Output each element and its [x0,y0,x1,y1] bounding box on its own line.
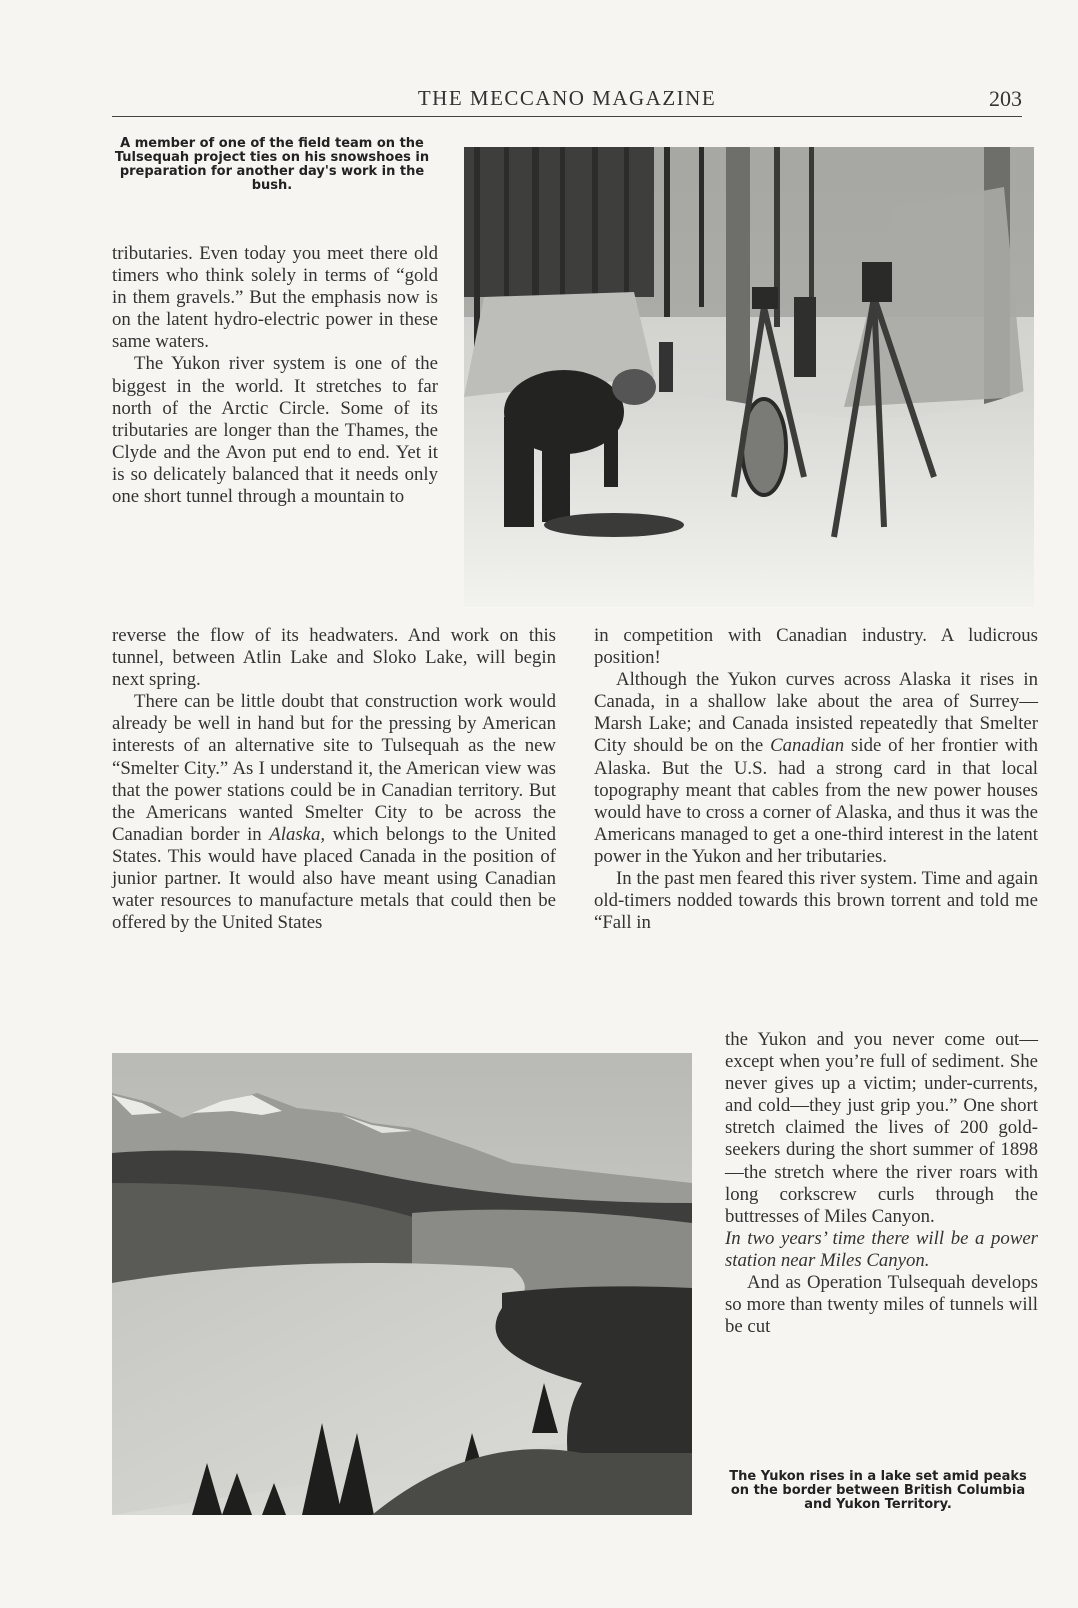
top-photo-caption: A member of one of the field team on the Tulsequah project ties on his snowshoes in preparation for another day's work in the bush. [114,136,430,193]
paragraph: Although the Yukon curves across Alaska it rises in Canada, in a shallow lake about the area of Surrey—Marsh Lake; and Canada insisted repeatedly that Smelter City should be on the Canadian side of her frontier with Alaska. But the U.S. had a strong card in that local topography meant that cables from the new power houses would have to cross a corner of Alaska, and thus it was the Americans managed to get a one-third interest in the latent power in the Yukon and her tributaries. [594,669,1038,867]
paragraph: And as Operation Tulsequah develops so more than twenty miles of tunnels will be cut [725,1272,1038,1338]
paragraph: The Yukon river system is one of the biggest in the world. It stretches to far north of the Arctic Circle. Some of its tributaries are longer than the Thames, the Clyde and the Avon put end to end. Yet it is so delicately balanced that it needs only one short tunnel through a mountain to [112,353,438,508]
yukon-lake-photo [112,1053,692,1515]
paragraph: reverse the flow of its headwaters. And work on this tunnel, between Atlin Lake and Sloko Lake, will begin next spring. [112,625,556,691]
running-head [112,86,1022,117]
narrow-column [112,243,438,508]
paragraph: tributaries. Even today you meet there old timers who think solely in terms of “gold in them gravels.” But the emphasis now is on the latent hydro-electric power in these same waters. [112,243,438,353]
page-number: 203 [989,86,1022,111]
italic-text: Canadian [770,735,845,757]
right-column [594,625,1038,934]
paragraph: In the past men feared this river system. Time and again old-timers nodded towards this brown torrent and told me “Fall in [594,868,1038,934]
journal-title: THE MECCANO MAGAZINE [417,86,717,110]
italic-text: In two years’ time there will be a power station near Miles Canyon. [725,1227,1038,1271]
snowshoe-camp-photo [464,147,1034,607]
bottom-photo-caption: The Yukon rises in a lake set amid peaks on the border between British Columbia and Yukon Territory. [729,1469,1027,1512]
left-column [112,625,556,934]
paragraph: the Yukon and you never come out—except when you’re full of sediment. She never gives up a victim; under-currents, and cold—they just grip you.” One short stretch claimed the lives of 200 gold-seekers during the short summer of 1898—the stretch where the river roars with long corkscrew curls through the buttresses of Miles Canyon. [725,1029,1038,1227]
wrap-column [725,1029,1038,1338]
paragraph: There can be little doubt that construction work would already be well in hand but for the pressing by American interests of an alternative site to Tulsequah as the new “Smelter City.” As I understand it, the American view was that the power stations could be in Canadian territory. But the Americans wanted Smelter City to be across the Canadian border in Alaska, which belongs to the United States. This would have placed Canada in the position of junior partner. It would also have meant using Canadian water resources to manufacture metals that could then be offered by the United States [112,691,556,934]
italic-text: Alaska, [269,823,326,845]
paragraph [725,1228,1038,1272]
paragraph: in competition with Canadian industry. A ludicrous position! [594,625,1038,669]
